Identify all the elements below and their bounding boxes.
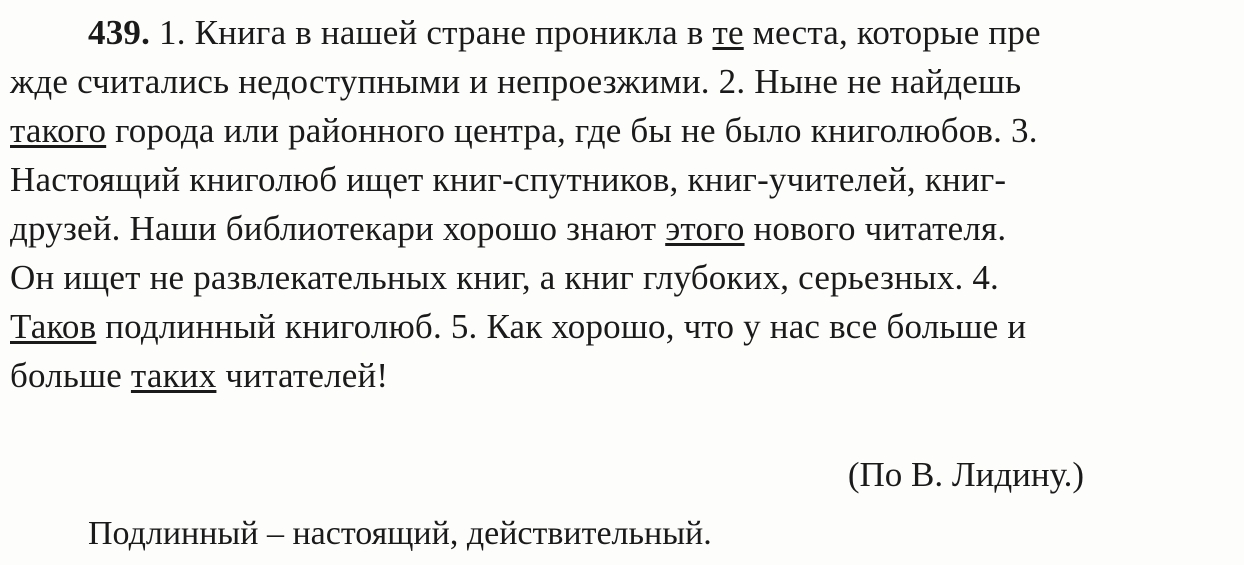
text-line: 439. 1. Книга в нашей стране проникла в те места, которые пре bbox=[88, 13, 1041, 52]
text-line: жде считались недоступными и непроезжими. 2. Ныне не найдешь bbox=[10, 62, 1022, 101]
underlined-word: Таков bbox=[10, 307, 97, 346]
exercise-block bbox=[0, 8, 1244, 400]
text-line: такого города или районного центра, где бы не было книголюбов. 3. bbox=[10, 111, 1038, 150]
underlined-word: таких bbox=[130, 356, 217, 395]
text-line: Настоящий книголюб ищет книг-спутников, книг-учителей, книг- bbox=[10, 160, 1007, 199]
underlined-word: такого bbox=[10, 111, 107, 150]
text-line: больше таких читателей! bbox=[10, 356, 389, 395]
text-line: друзей. Наши библиотекари хорошо знают этого нового читателя. bbox=[10, 209, 1007, 248]
underlined-word: этого bbox=[665, 209, 745, 248]
underlined-word: те bbox=[712, 13, 744, 52]
exercise-text bbox=[10, 8, 1244, 400]
vocabulary-note: Подлинный – настоящий, действительный. bbox=[88, 515, 712, 552]
text-line: Он ищет не развлекательных книг, а книг глубоких, серьезных. 4. bbox=[10, 258, 1000, 297]
text-line: Таков подлинный книголюб. 5. Как хорошо, что у нас все больше и bbox=[10, 307, 1027, 346]
exercise-number: 439. bbox=[88, 13, 151, 52]
source-attribution: (По В. Лидину.) bbox=[847, 455, 1084, 494]
